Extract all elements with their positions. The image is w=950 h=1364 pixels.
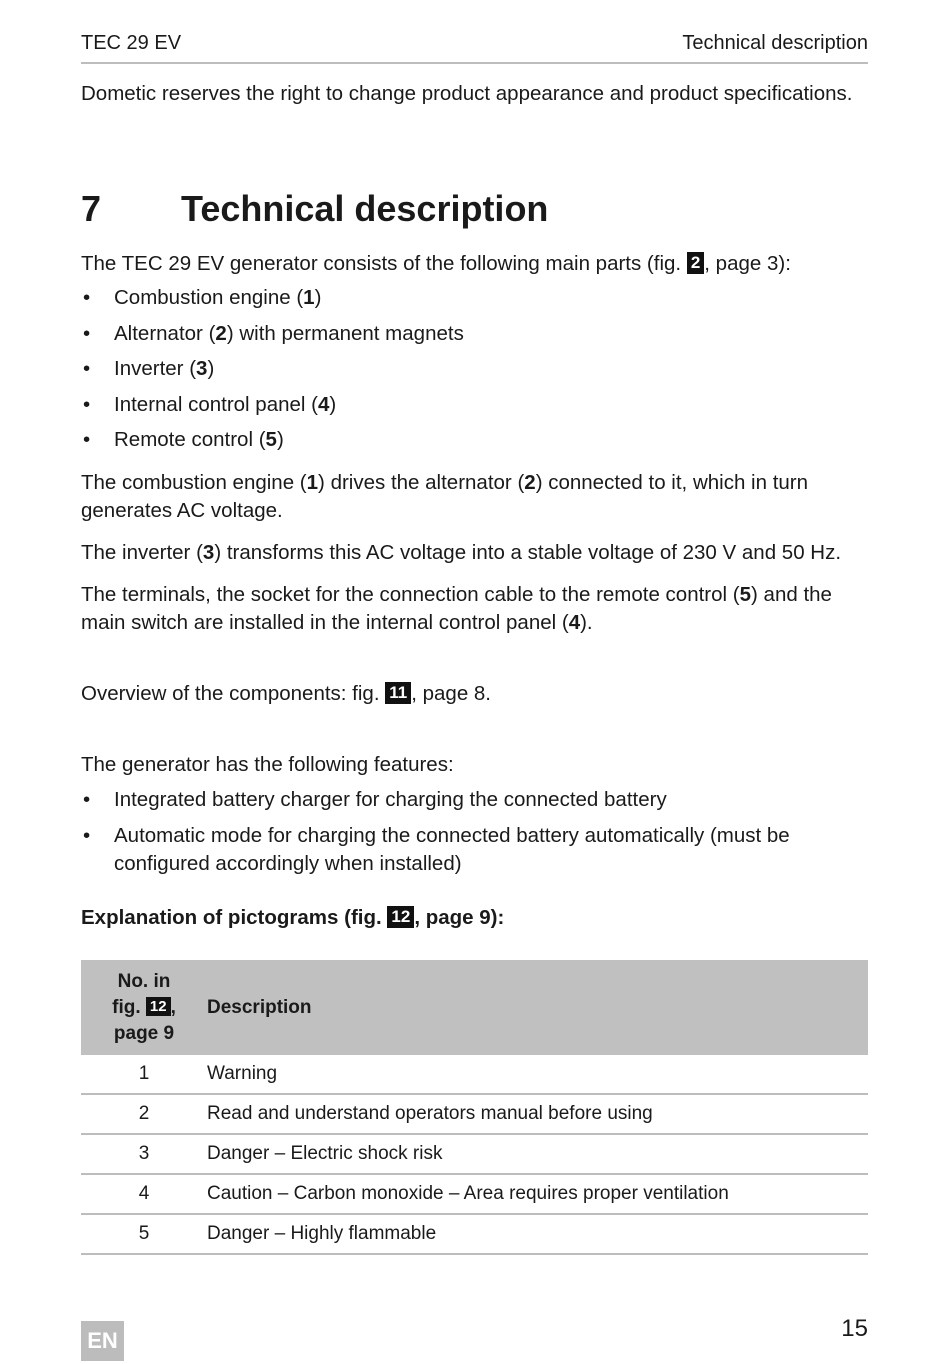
table-row: 2 Read and understand operators manual before using (81, 1094, 868, 1134)
header-section: Technical description (682, 32, 868, 54)
column-header-number: No. in fig. 12 , page 9 (81, 960, 207, 1055)
figure-reference: 12 (387, 906, 414, 928)
language-tab: EN (81, 1321, 124, 1361)
terminals-paragraph: The terminals, the socket for the connection cable to the remote control (5) and the main switch are installed in the internal control panel (4). (81, 583, 832, 634)
pictograms-table (81, 960, 868, 1255)
list-item: • Integrated battery charger for charging the connected battery (81, 786, 868, 814)
page-number: 15 (841, 1315, 868, 1342)
engine-paragraph: The combustion engine (1) drives the alternator (2) connected to it, which in turn generates AC voltage. (81, 471, 809, 522)
header-product: TEC 29 EV (81, 32, 182, 54)
intro-paragraph: Dometic reserves the right to change product appearance and product specifications. (81, 82, 853, 105)
table-row: 4 Caution – Carbon monoxide – Area requires proper ventilation (81, 1174, 868, 1214)
figure-reference: 11 (385, 682, 411, 704)
figure-reference: 12 (146, 997, 171, 1016)
section-heading (81, 188, 548, 230)
section-number: 7 (81, 188, 102, 229)
figure-reference: 2 (687, 252, 704, 274)
list-item: • Combustion engine (1) (81, 284, 868, 312)
page-header (81, 30, 868, 64)
list-item: • Internal control panel (4) (81, 391, 868, 419)
list-item: • Inverter (3) (81, 355, 868, 383)
table-header-row (81, 960, 868, 1055)
column-header-description: Description (207, 960, 868, 1055)
features-intro: The generator has the following features: (81, 753, 454, 776)
list-item: • Automatic mode for charging the connected battery automatically (must be configured accordingly when installed) (81, 822, 868, 878)
table-row: 3 Danger – Electric shock risk (81, 1134, 868, 1174)
overview-paragraph: Overview of the components: fig. 11 , page 8. (81, 682, 492, 705)
table-row: 1 Warning (81, 1055, 868, 1094)
section-title: Technical description (181, 188, 549, 229)
features-list (81, 786, 868, 878)
table-row: 5 Danger – Highly flammable (81, 1214, 868, 1254)
list-item: • Alternator (2) with permanent magnets (81, 320, 868, 348)
inverter-paragraph: The inverter (3) transforms this AC voltage into a stable voltage of 230 V and 50 Hz. (81, 541, 842, 564)
parts-intro: The TEC 29 EV generator consists of the following main parts (fig. 2 , page 3): (81, 252, 791, 275)
list-item: • Remote control (5) (81, 426, 868, 454)
pictograms-heading: Explanation of pictograms (fig. 12 , page 9): (81, 906, 505, 929)
parts-list (81, 284, 868, 454)
